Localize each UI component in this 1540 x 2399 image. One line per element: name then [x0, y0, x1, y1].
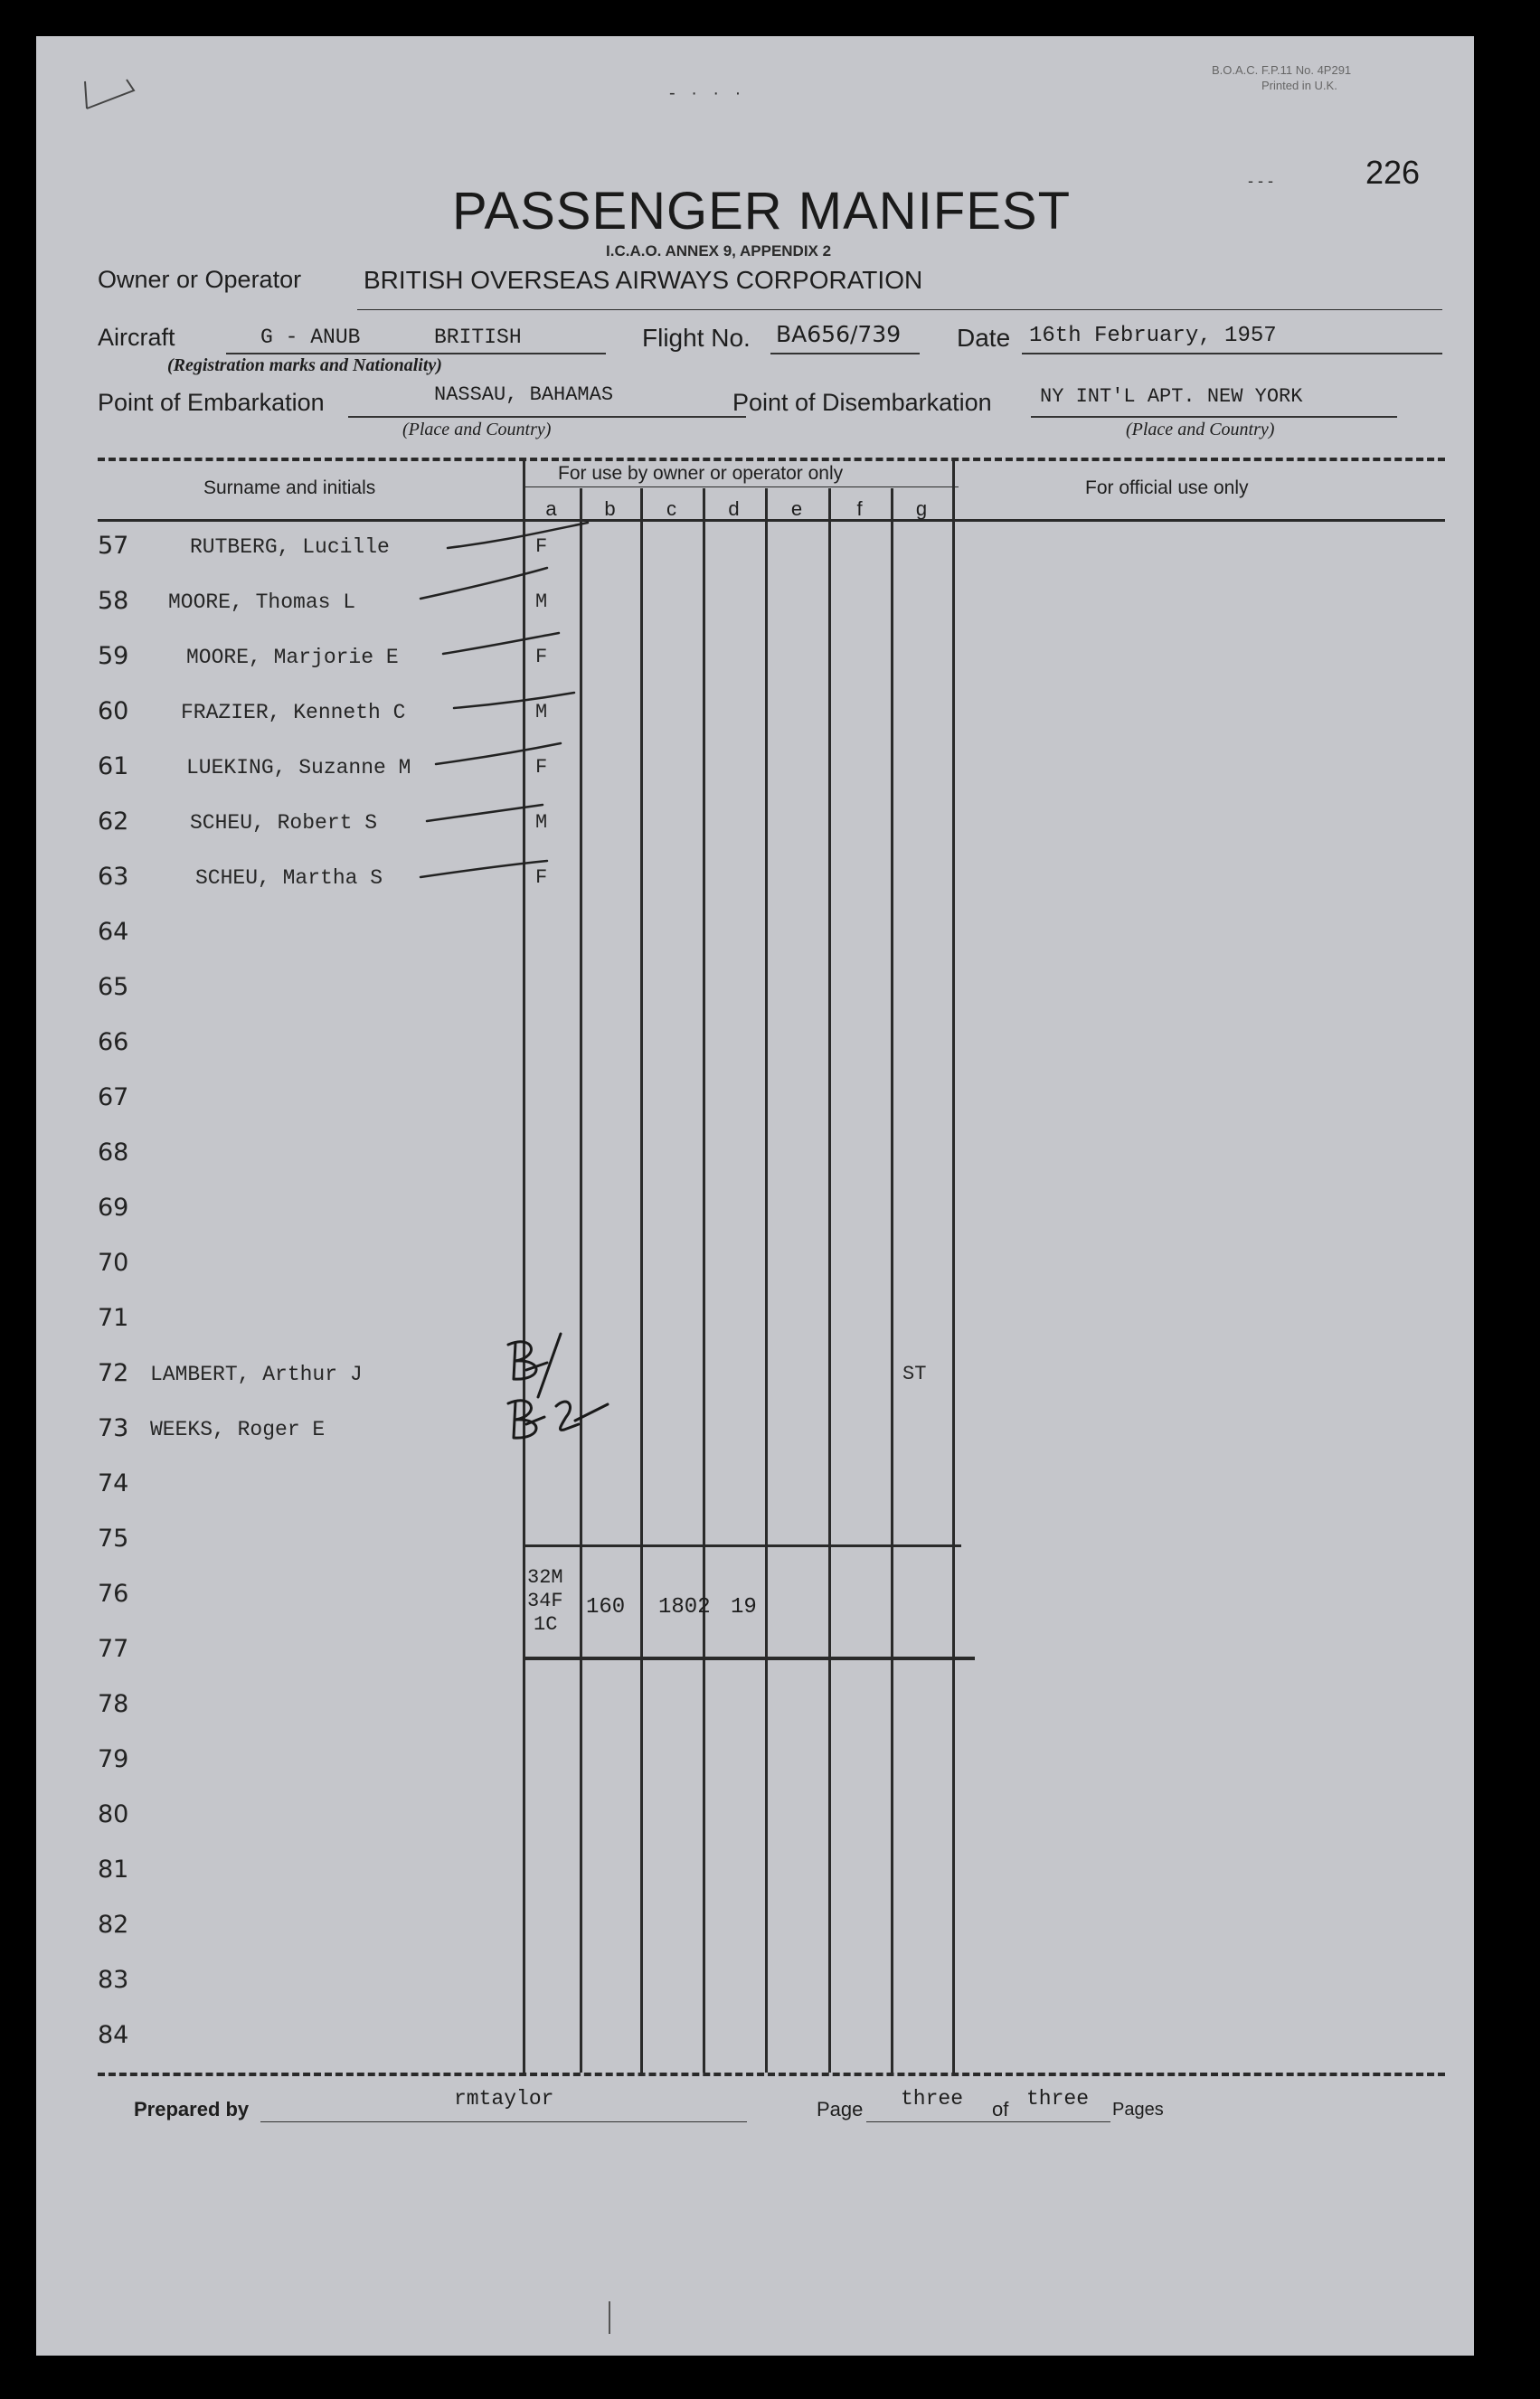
row-number: 67: [98, 1083, 129, 1111]
col-letter-g: g: [915, 497, 928, 520]
col-letter-f: f: [856, 497, 863, 520]
row-number: 62: [98, 808, 129, 836]
passenger-name: MOORE, Marjorie E: [186, 646, 399, 669]
footer-page-label: Page: [817, 2098, 864, 2120]
row-number: 69: [98, 1194, 129, 1222]
passenger-name: RUTBERG, Lucille: [190, 535, 390, 559]
col-header-surname: Surname and initials: [203, 477, 376, 498]
row-number: 60: [98, 697, 129, 725]
row-number: 65: [98, 973, 129, 1001]
pen-strike-marks: [36, 36, 1474, 2356]
row-number: 61: [98, 752, 129, 780]
col-a-value: F: [535, 646, 548, 668]
totals-bottom-rule: [523, 1657, 975, 1660]
col-header-official: For official use only: [1085, 477, 1249, 498]
embarkation-value: NASSAU, BAHAMAS: [434, 383, 614, 406]
passenger-name: LUEKING, Suzanne M: [186, 756, 411, 779]
total-a-line-1: 32M: [527, 1566, 563, 1589]
total-c: 1802: [658, 1595, 711, 1620]
footer-of-value: three: [1026, 2087, 1090, 2111]
footer-of-label: of: [992, 2098, 1009, 2120]
aircraft-caption: (Registration marks and Nationality): [167, 355, 442, 375]
passenger-name: LAMBERT, Arthur J: [150, 1363, 363, 1386]
col-a-value: F: [535, 756, 548, 779]
col-letter-e: e: [790, 497, 803, 520]
flight-label: Flight No.: [642, 324, 751, 352]
row-number: 74: [98, 1469, 129, 1497]
row-number: 81: [98, 1856, 129, 1884]
prepared-label: Prepared by: [134, 2098, 250, 2120]
col-a-value: M: [535, 590, 548, 613]
passenger-name: SCHEU, Robert S: [190, 811, 378, 835]
col-letter-b: b: [604, 497, 616, 520]
date-value: 16th February, 1957: [1029, 324, 1277, 348]
page-number-stamp: 226: [1365, 154, 1421, 191]
row-number: 73: [98, 1414, 129, 1442]
disembarkation-label: Point of Disembarkation: [732, 389, 992, 416]
row-number: 70: [98, 1249, 129, 1277]
row-number: 59: [98, 642, 129, 670]
row-number: 79: [98, 1745, 129, 1773]
total-a-line-3: 1C: [534, 1613, 558, 1636]
footer-pages-label: Pages: [1112, 2100, 1164, 2120]
totals-top-rule: [523, 1544, 961, 1547]
col-letter-d: d: [728, 497, 740, 520]
col-letter-c: c: [666, 497, 676, 520]
embarkation-label: Point of Embarkation: [98, 389, 325, 416]
total-b: 160: [586, 1595, 626, 1620]
row-number: 72: [98, 1359, 129, 1387]
footer-page-value: three: [901, 2087, 964, 2111]
passenger-name: WEEKS, Roger E: [150, 1418, 326, 1441]
table-bottom-rule: [98, 2073, 1445, 2076]
total-a-line-2: 34F: [527, 1590, 563, 1612]
passenger-name: SCHEU, Martha S: [195, 866, 383, 890]
page-subtitle: I.C.A.O. ANNEX 9, APPENDIX 2: [606, 242, 832, 260]
row-number: 63: [98, 863, 129, 891]
date-label: Date: [957, 324, 1011, 352]
row-number: 80: [98, 1800, 129, 1828]
stamp-dashes: - - -: [1248, 172, 1273, 190]
col-letter-a: a: [545, 497, 557, 520]
prepared-value: rmtaylor: [454, 2087, 554, 2111]
col-a-value: M: [535, 701, 548, 723]
row-number: 71: [98, 1304, 129, 1332]
col-a-value: M: [535, 811, 548, 834]
aircraft-nationality: BRITISH: [434, 326, 522, 349]
prepared-underline: [260, 2121, 747, 2122]
aircraft-registration: G - ANUB: [260, 326, 361, 349]
manifest-sheet: [36, 36, 1474, 2356]
disembarkation-caption: (Place and Country): [1126, 420, 1275, 439]
col-a-value: F: [535, 866, 548, 889]
passenger-name: MOORE, Thomas L: [168, 590, 356, 614]
footer-page-underline: [866, 2121, 1110, 2122]
row-number: 68: [98, 1138, 129, 1166]
handwritten-b1-b2: [488, 1316, 669, 1478]
top-marks: - · · ·: [669, 83, 747, 103]
form-printed: Printed in U.K.: [1261, 79, 1337, 92]
bottom-tick-mark: [609, 2301, 610, 2334]
row-number: 75: [98, 1525, 129, 1553]
owner-value: BRITISH OVERSEAS AIRWAYS CORPORATION: [364, 266, 923, 294]
row-number: 57: [98, 532, 129, 560]
col-header-operator-group: For use by owner or operator only: [558, 463, 844, 484]
aircraft-label: Aircraft: [98, 324, 175, 351]
form-code: B.O.A.C. F.P.11 No. 4P291: [1212, 63, 1352, 77]
row-number: 77: [98, 1635, 129, 1663]
passenger-name: FRAZIER, Kenneth C: [181, 701, 406, 724]
row-number: 58: [98, 587, 129, 615]
row-number: 76: [98, 1580, 129, 1608]
flight-value: BA656/739: [776, 321, 902, 347]
owner-label: Owner or Operator: [98, 266, 302, 293]
row-number: 84: [98, 2021, 129, 2049]
row-number: 64: [98, 918, 129, 946]
row-number: 82: [98, 1911, 129, 1939]
embarkation-caption: (Place and Country): [402, 420, 552, 439]
col-g-value: ST: [902, 1363, 927, 1385]
col-a-value: F: [535, 535, 548, 558]
total-d: 19: [731, 1595, 757, 1620]
page-title: PASSENGER MANIFEST: [452, 182, 1072, 241]
row-number: 83: [98, 1966, 129, 1994]
disembarkation-value: NY INT'L APT. NEW YORK: [1040, 385, 1303, 408]
row-number: 78: [98, 1690, 129, 1718]
row-number: 66: [98, 1028, 129, 1056]
